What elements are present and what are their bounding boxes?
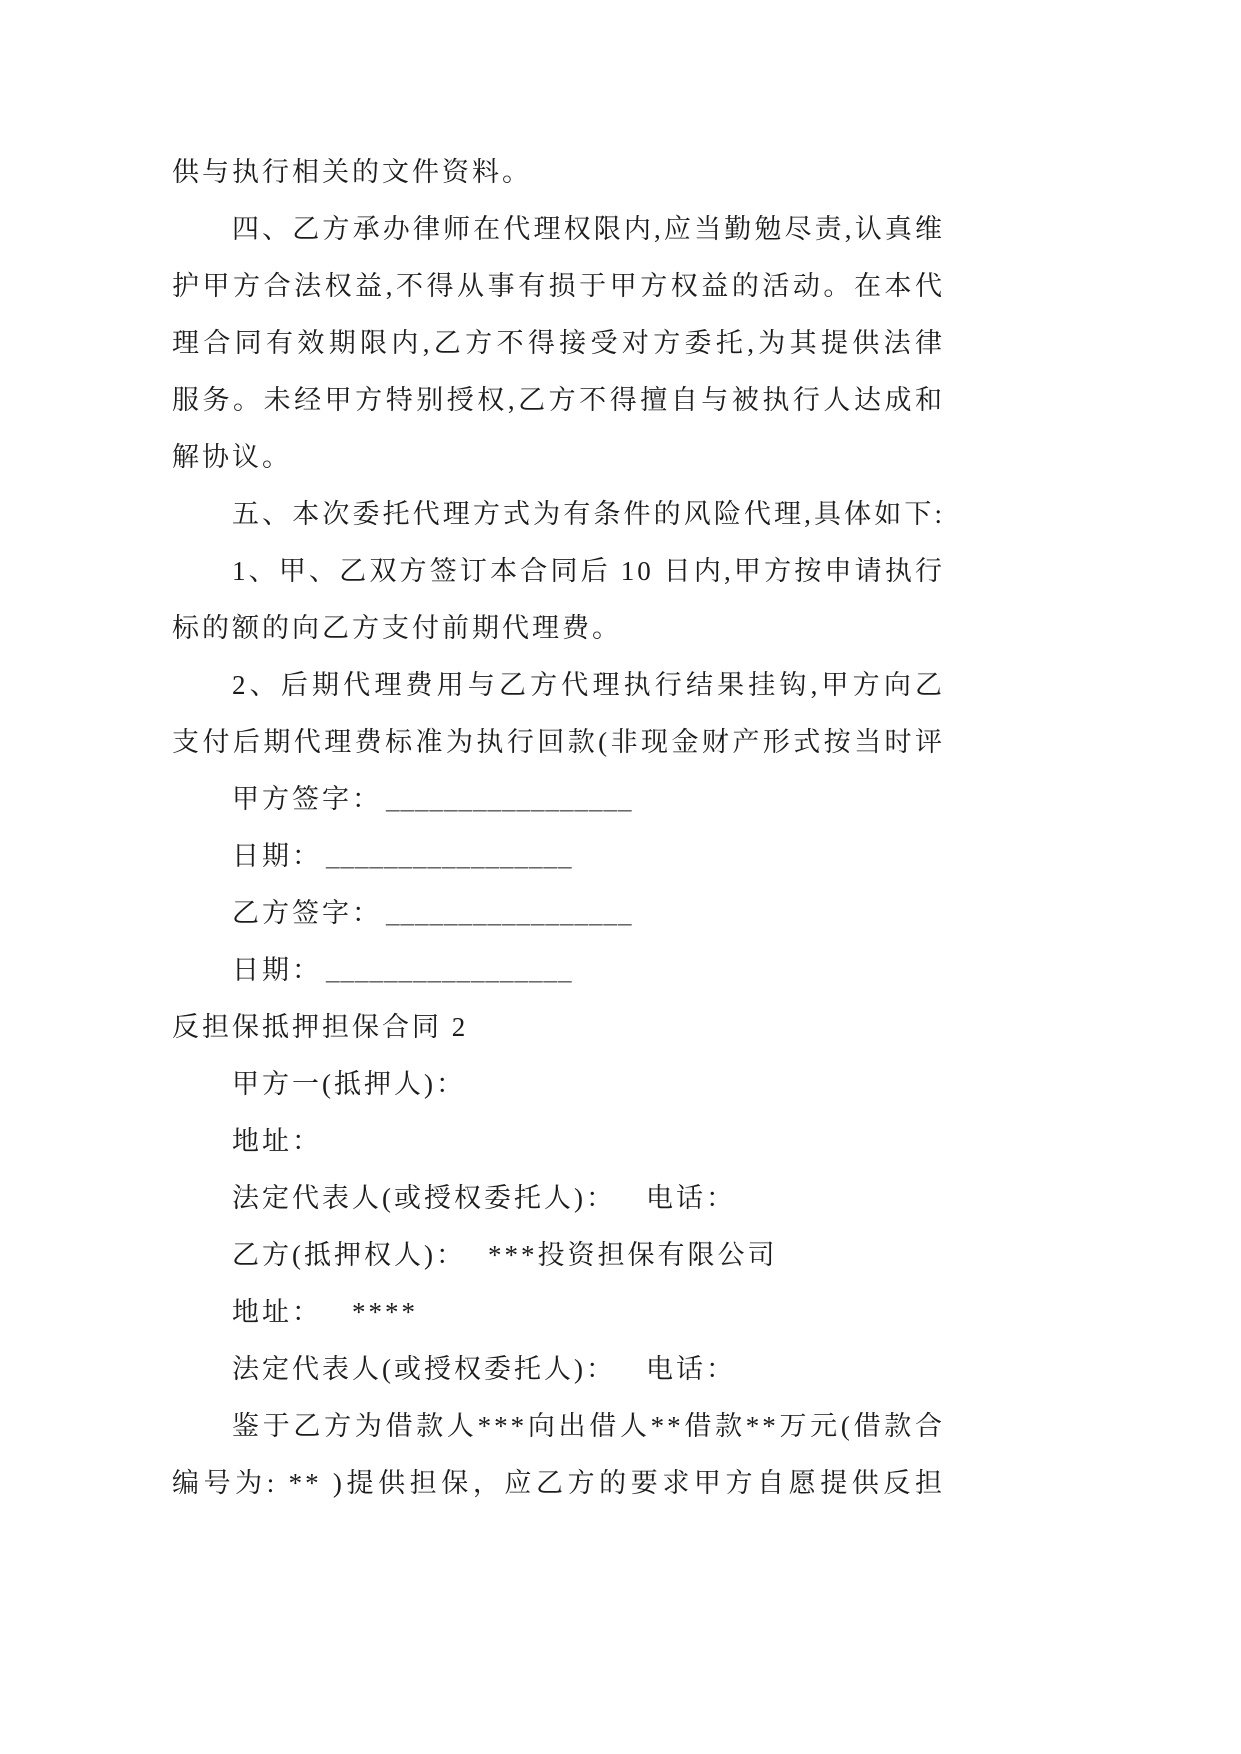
party-b-label: 乙方(抵押权人)： bbox=[232, 1240, 466, 1270]
date-party-b bbox=[172, 942, 945, 999]
clause-4-line-2: 护甲方合法权益,不得从事有损于甲方权益的活动。在本代 bbox=[172, 271, 945, 301]
signature-blank: _________________ bbox=[386, 898, 633, 928]
representative-label: 法定代表人(或授权委托人)： bbox=[232, 1354, 616, 1384]
item-1-line-1: 1、甲、乙双方签订本合同后 10 日内,甲方按申请执行 bbox=[232, 556, 945, 586]
party-b-line bbox=[172, 1227, 945, 1284]
contract-2-title: 反担保抵押担保合同 2 bbox=[172, 1012, 469, 1042]
party-a-label: 甲方一(抵押人)： bbox=[232, 1069, 466, 1099]
date-label: 日期： bbox=[232, 841, 322, 871]
date-blank: _________________ bbox=[326, 955, 573, 985]
item-1-line-2: 标的额的向乙方支付前期代理费。 bbox=[172, 613, 622, 643]
clause-4-line-4: 服务。未经甲方特别授权,乙方不得擅自与被执行人达成和 bbox=[172, 385, 945, 415]
phone-label: 电话： bbox=[645, 1183, 736, 1213]
party-a-representative-line bbox=[172, 1170, 945, 1227]
document-page bbox=[172, 144, 945, 1512]
clause-4-line-3: 理合同有效期限内,乙方不得接受对方委托,为其提供法律 bbox=[172, 328, 945, 358]
continuation-line: 供与执行相关的文件资料。 bbox=[172, 157, 532, 187]
phone-label: 电话： bbox=[645, 1354, 736, 1384]
date-label: 日期： bbox=[232, 955, 322, 985]
party-b-address-line bbox=[172, 1284, 945, 1341]
address-value: **** bbox=[352, 1297, 418, 1327]
item-2-line-2: 支付后期代理费标准为执行回款(非现金财产形式按当时评 bbox=[172, 727, 945, 757]
clause-4-line-5: 解协议。 bbox=[172, 442, 292, 472]
date-blank: _________________ bbox=[326, 841, 573, 871]
party-b-name: ***投资担保有限公司 bbox=[487, 1240, 778, 1270]
signature-label: 甲方签字： bbox=[232, 784, 382, 814]
clause-5-line: 五、本次委托代理方式为有条件的风险代理,具体如下: bbox=[232, 499, 945, 529]
recital-line-2: 编号为: ** )提供担保，应乙方的要求甲方自愿提供反担 bbox=[172, 1468, 945, 1498]
signature-blank: _________________ bbox=[386, 784, 633, 814]
signature-label: 乙方签字： bbox=[232, 898, 382, 928]
date-party-a bbox=[172, 828, 945, 885]
party-a-address-label: 地址： bbox=[232, 1126, 322, 1156]
item-2-line-1: 2、后期代理费用与乙方代理执行结果挂钩,甲方向乙 bbox=[232, 670, 945, 700]
signature-party-a bbox=[172, 771, 945, 828]
representative-label: 法定代表人(或授权委托人)： bbox=[232, 1183, 616, 1213]
signature-party-b bbox=[172, 885, 945, 942]
address-label: 地址： bbox=[232, 1297, 322, 1327]
clause-4-line-1: 四、乙方承办律师在代理权限内,应当勤勉尽责,认真维 bbox=[232, 214, 945, 244]
recital-line-1: 鉴于乙方为借款人***向出借人**借款**万元(借款合 bbox=[232, 1411, 945, 1441]
party-b-representative-line bbox=[172, 1341, 945, 1398]
